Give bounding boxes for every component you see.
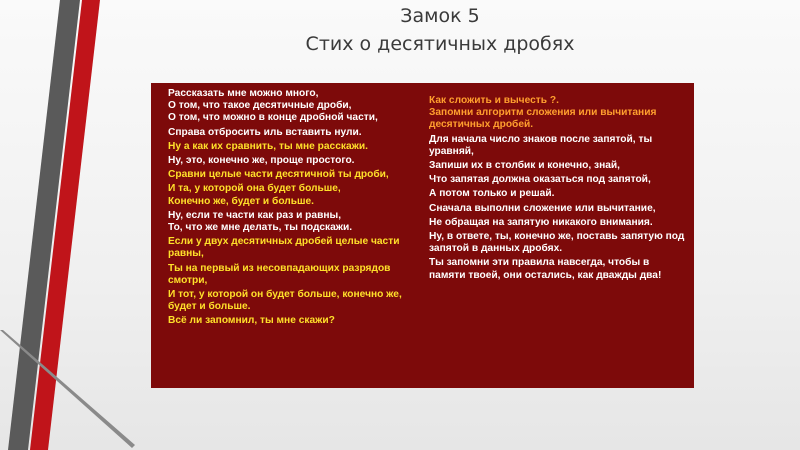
poem-line: Для начала число знаков после запятой, ты уравняй, bbox=[429, 133, 653, 157]
title-line-1: Замок 5 bbox=[400, 5, 480, 27]
poem-line: А потом только и решай. bbox=[429, 188, 555, 200]
poem-line: Справа отбросить иль вставить нули. bbox=[168, 126, 362, 138]
poem-line: Ну, это, конечно же, проще простого. bbox=[168, 155, 355, 167]
poem-line: Рассказать мне можно много, bbox=[168, 88, 319, 99]
poem-line: Ты на первый из несовпадающих разрядов смотри, bbox=[168, 262, 391, 286]
poem-line: Ну, если те части как раз и равны, bbox=[168, 209, 342, 221]
slide-title bbox=[180, 2, 700, 58]
poem-line: О том, что можно в конце дробной части, bbox=[168, 112, 378, 124]
poem-line: И тот, у которой он будет больше, конечно же, будет и больше. bbox=[168, 289, 402, 313]
poem-line: Ну а как их сравнить, ты мне расскажи. bbox=[168, 140, 368, 152]
poem-line: То, что же мне делать, ты подскажи. bbox=[168, 222, 353, 234]
poem-line: Сравни целые части десятичной ты дроби, bbox=[168, 169, 389, 181]
poem-line: Всё ли запомнил, ты мне скажи? bbox=[168, 315, 335, 327]
poem-panel bbox=[151, 83, 694, 388]
poem-line: И та, у которой она будет больше, bbox=[168, 183, 341, 195]
title-line-2: Стих о десятичных дробях bbox=[305, 33, 575, 55]
poem-line: Если у двух десятичных дробей целые части равны, bbox=[168, 236, 400, 260]
right-poem-column bbox=[429, 95, 687, 282]
poem-line: О том, что такое десятичные дроби, bbox=[168, 100, 352, 112]
poem-line: Сначала выполни сложение или вычитание, bbox=[429, 202, 656, 214]
poem-line: Ты запомни эти правила навсегда, чтобы в памяти твоей, они остались, как дважды два! bbox=[429, 257, 662, 281]
poem-line: Запиши их в столбик и конечно, знай, bbox=[429, 160, 620, 172]
poem-line: Конечно же, будет и больше. bbox=[168, 195, 315, 207]
poem-line: Что запятая должна оказаться под запятой, bbox=[429, 174, 651, 186]
poem-line: Запомни алгоритм сложения или вычитания десятичных дробей. bbox=[429, 107, 657, 131]
decorative-stripes bbox=[0, 0, 140, 450]
poem-line: Как сложить и вычесть ?. bbox=[429, 95, 559, 106]
poem-line: Ну, в ответе, ты, конечно же, поставь запятую под запятой в данных дробях. bbox=[429, 231, 685, 255]
left-poem-column bbox=[168, 88, 413, 328]
poem-line: Не обращая на запятую никакого внимания. bbox=[429, 216, 653, 228]
